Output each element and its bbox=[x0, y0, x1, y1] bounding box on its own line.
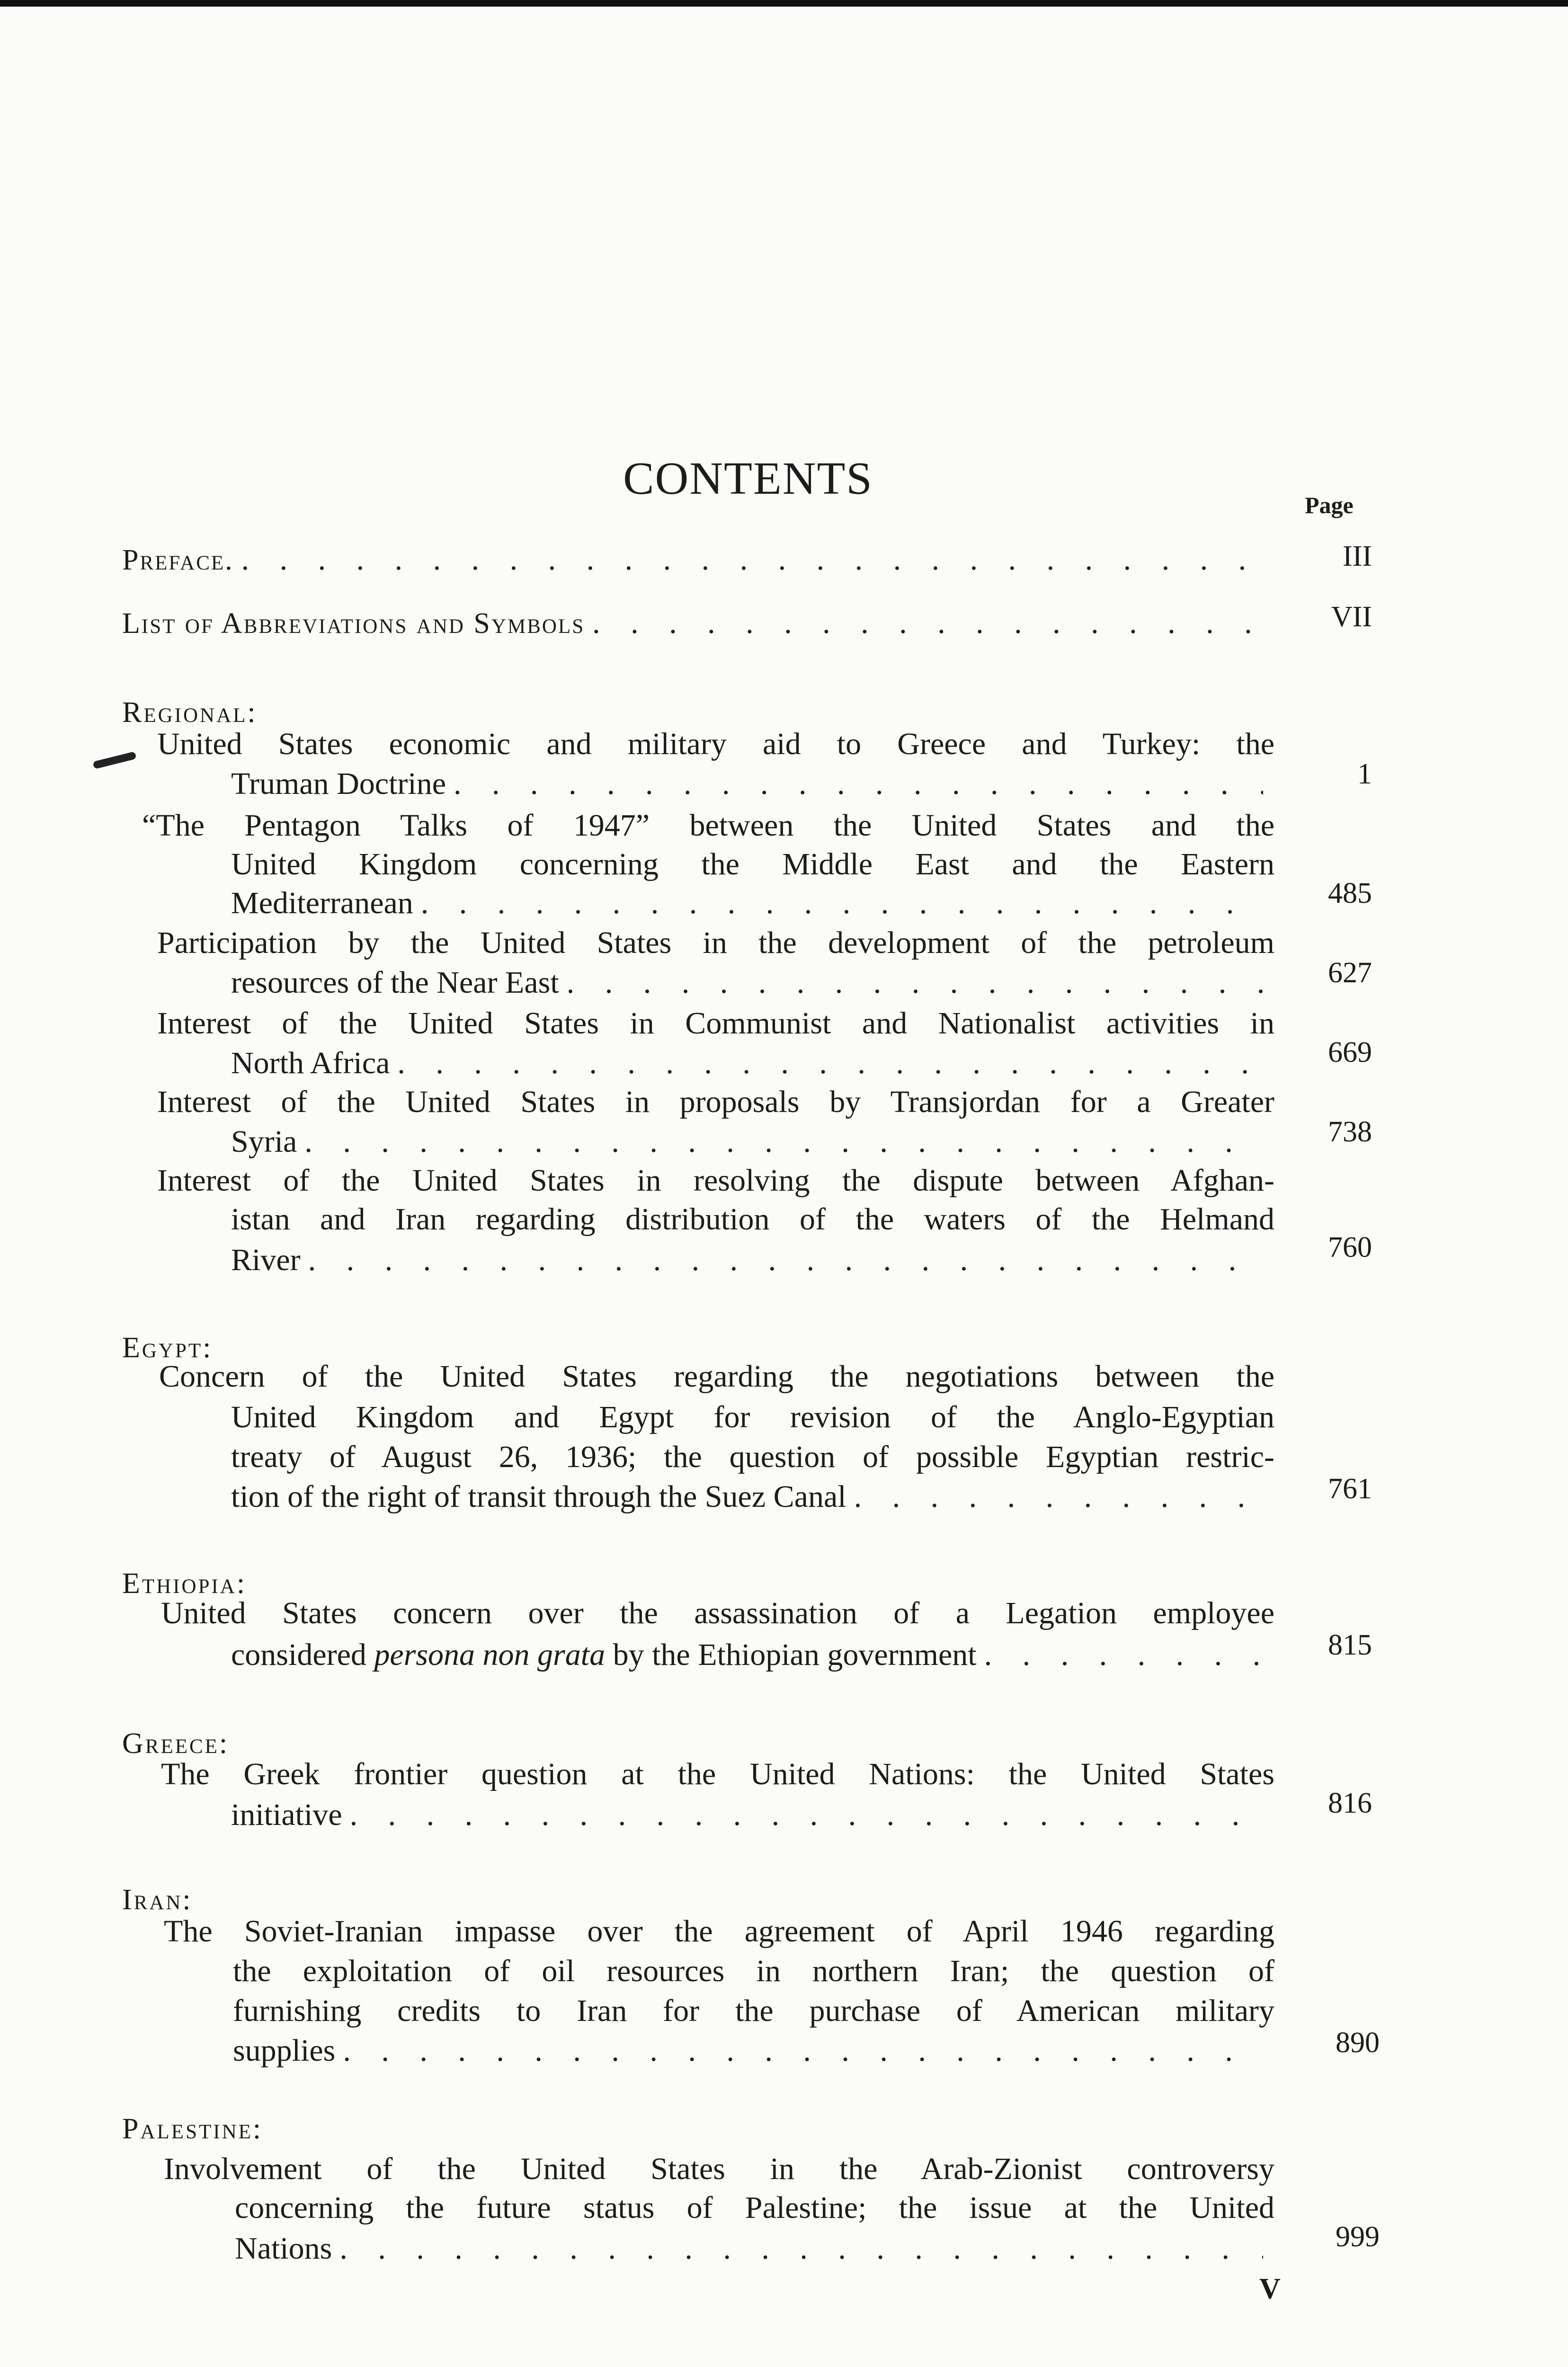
toc-entry-line[interactable]: Participation by the United States in the development of the petroleum bbox=[157, 925, 1274, 960]
toc-entry-line[interactable]: the exploitation of oil resources in northern Iran; the question of bbox=[233, 1954, 1274, 1988]
toc-page-number: 760 bbox=[1328, 1231, 1372, 1264]
toc-page-number: III bbox=[1343, 540, 1372, 572]
toc-entry-line[interactable]: The Soviet-Iranian impasse over the agreement of April 1946 regarding bbox=[164, 1914, 1274, 1949]
toc-entry-text: supplies bbox=[233, 2033, 336, 2068]
toc-entry-text: Mediterranean bbox=[231, 886, 413, 920]
toc-entry-line[interactable]: furnishing credits to Iran for the purchase of American military bbox=[233, 1993, 1274, 2028]
dot-leader bbox=[397, 1043, 1263, 1083]
toc-page-number: 999 bbox=[1336, 2221, 1380, 2253]
toc-entry-text: by the Ethiopian government bbox=[613, 1637, 977, 1672]
toc-entry-text: Truman Doctrine bbox=[231, 766, 446, 801]
toc-entry-line[interactable]: Interest of the United States in resolving the dispute between Afghan- bbox=[157, 1163, 1274, 1198]
page-column-label: Page bbox=[1305, 492, 1354, 518]
toc-entry-line[interactable]: United States economic and military aid to Greece and Turkey: the bbox=[157, 727, 1274, 761]
toc-entry-last-line[interactable] bbox=[231, 1477, 1263, 1517]
toc-page-number: VII bbox=[1331, 601, 1372, 633]
dot-leader bbox=[454, 764, 1263, 804]
toc-entry-line[interactable]: concerning the future status of Palestine; the issue at the United bbox=[235, 2190, 1274, 2225]
toc-entry-line[interactable]: istan and Iran regarding distribution of the waters of the Helmand bbox=[231, 1202, 1274, 1237]
dot-leader bbox=[304, 1122, 1263, 1162]
margin-pencil-mark bbox=[92, 751, 136, 769]
toc-page-number: 761 bbox=[1328, 1473, 1372, 1505]
toc-entry-last-line[interactable] bbox=[231, 1795, 1263, 1835]
toc-page-number: 816 bbox=[1328, 1787, 1372, 1819]
toc-entry-text: initiative bbox=[231, 1797, 342, 1832]
section-heading-iran: Iran: bbox=[122, 1884, 193, 1916]
toc-entry-line[interactable]: treaty of August 26, 1936; the question of possible Egyptian restric- bbox=[231, 1440, 1274, 1474]
toc-entry-line[interactable]: Interest of the United States in proposals by Transjordan for a Greater bbox=[157, 1085, 1274, 1119]
dot-leader bbox=[339, 2229, 1263, 2269]
toc-entry-line[interactable]: The Greek frontier question at the United Nations: the United States bbox=[161, 1757, 1274, 1791]
page-top-border bbox=[0, 0, 1568, 7]
section-heading-greece: Greece: bbox=[122, 1727, 230, 1760]
toc-entry-text: River bbox=[231, 1243, 301, 1277]
toc-entry-label: Preface bbox=[122, 544, 225, 576]
toc-entry-last-line[interactable] bbox=[233, 2031, 1263, 2071]
toc-entry-last-line[interactable] bbox=[231, 1240, 1263, 1280]
toc-page-number: 738 bbox=[1328, 1116, 1372, 1148]
toc-page-number: 1 bbox=[1357, 758, 1372, 790]
toc-entry-line[interactable]: Interest of the United States in Communist and Nationalist activities in bbox=[157, 1006, 1274, 1041]
dot-leader bbox=[343, 2031, 1263, 2071]
dot-leader bbox=[241, 540, 1258, 579]
dot-leader bbox=[984, 1635, 1263, 1675]
toc-page-number: 669 bbox=[1328, 1036, 1372, 1068]
toc-entry-last-line[interactable] bbox=[231, 883, 1263, 923]
page-folio: V bbox=[1259, 2273, 1281, 2305]
toc-page-number: 890 bbox=[1336, 2027, 1380, 2059]
toc-entry-text: North Africa bbox=[231, 1046, 390, 1080]
toc-entry-last-line[interactable] bbox=[231, 764, 1263, 804]
section-heading-egypt: Egypt: bbox=[122, 1332, 213, 1364]
toc-entry-line[interactable]: Involvement of the United States in the Arab-Zionist controversy bbox=[164, 2152, 1274, 2186]
toc-entry-text: considered bbox=[231, 1637, 366, 1672]
dot-leader bbox=[421, 883, 1263, 923]
toc-page-number: 485 bbox=[1328, 877, 1372, 909]
toc-page-number: 815 bbox=[1328, 1629, 1372, 1661]
toc-entry-text: tion of the right of transit through the Suez Canal bbox=[231, 1479, 846, 1514]
toc-entry-text: Nations bbox=[235, 2231, 332, 2266]
toc-entry-line[interactable]: United States concern over the assassination of a Legation employee bbox=[161, 1596, 1274, 1630]
dot-leader bbox=[854, 1477, 1263, 1517]
toc-entry-line[interactable]: United Kingdom concerning the Middle East and the Eastern bbox=[231, 847, 1274, 881]
toc-entry-last-line[interactable] bbox=[235, 2229, 1263, 2269]
toc-entry-line[interactable]: United Kingdom and Egypt for revision of the Anglo-Egyptian bbox=[231, 1400, 1274, 1434]
toc-entry-preface[interactable] bbox=[122, 540, 1258, 580]
section-heading-ethiopia: Ethiopia: bbox=[122, 1567, 247, 1600]
dot-leader bbox=[592, 603, 1258, 643]
dot-leader bbox=[308, 1240, 1263, 1280]
toc-entry-line[interactable]: “The Pentagon Talks of 1947” between the United States and the bbox=[142, 808, 1274, 843]
section-heading-regional: Regional: bbox=[122, 696, 258, 729]
toc-entry-last-line[interactable] bbox=[231, 1635, 1263, 1675]
toc-entry-text: Syria bbox=[231, 1124, 297, 1159]
toc-entry-line[interactable]: Concern of the United States regarding the negotiations between the bbox=[159, 1359, 1274, 1394]
section-heading-palestine: Palestine: bbox=[122, 2113, 263, 2145]
dot-leader bbox=[350, 1795, 1263, 1835]
page-title: CONTENTS bbox=[623, 453, 873, 504]
toc-entry-label: List of Abbreviations and Symbols bbox=[122, 607, 585, 640]
toc-entry-text: resources of the Near East bbox=[231, 965, 559, 1000]
toc-entry-label-suffix: . bbox=[225, 544, 234, 576]
toc-entry-abbreviations[interactable] bbox=[122, 603, 1258, 643]
toc-entry-last-line[interactable] bbox=[231, 1122, 1263, 1162]
dot-leader bbox=[567, 963, 1263, 1003]
toc-page-number: 627 bbox=[1328, 957, 1372, 989]
toc-entry-last-line[interactable] bbox=[231, 963, 1263, 1003]
toc-entry-last-line[interactable] bbox=[231, 1043, 1263, 1083]
toc-entry-italic-text: persona non grata bbox=[374, 1637, 606, 1672]
